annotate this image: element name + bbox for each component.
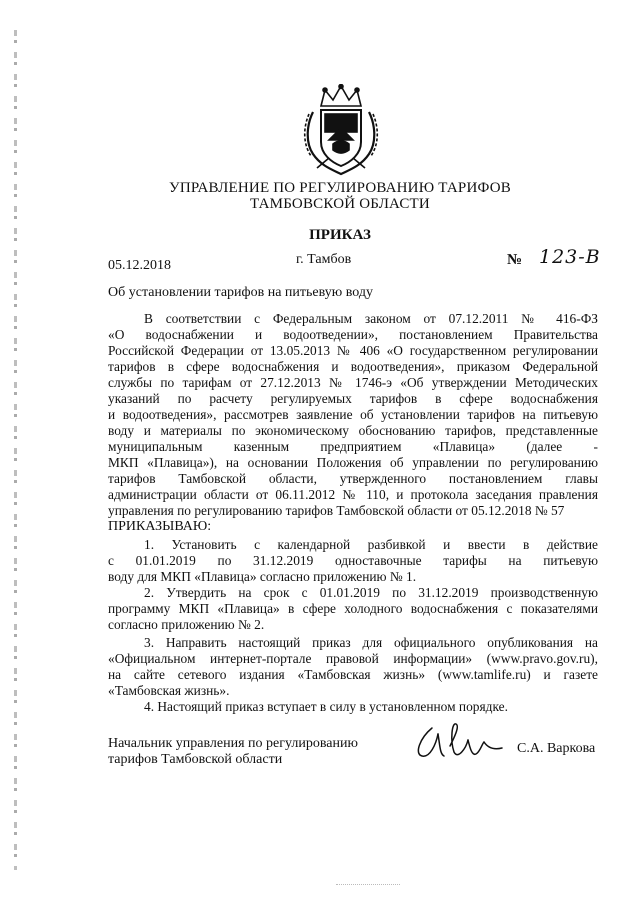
body-line: воду для МКП «Плавица» согласно приложению № 1. — [108, 569, 417, 584]
body-line: 1. Установить с календарной разбивкой и ввести в действие — [144, 537, 598, 552]
body-line: В соответствии с Федеральным законом от 07.12.2011 № 416-ФЗ — [144, 311, 598, 326]
signatory-title-line2: тарифов Тамбовской области — [108, 752, 283, 767]
order-keyword: ПРИКАЗЫВАЮ: — [108, 519, 212, 534]
body-line: управления по регулированию тарифов Тамбовской области от 05.12.2018 № 57 — [108, 503, 565, 518]
body-line: администрации области от 06.11.2012 № 110, и протокола заседания правления — [108, 487, 598, 502]
organization-name-line1: УПРАВЛЕНИЕ ПО РЕГУЛИРОВАНИЮ ТАРИФОВ — [169, 180, 511, 196]
body-line: 2. Утвердить на срок с 01.01.2019 по 31.12.2019 производственную — [144, 585, 598, 600]
body-line: 4. Настоящий приказ вступает в силу в установленном порядке. — [144, 699, 508, 714]
body-line: согласно приложению № 2. — [108, 617, 265, 632]
body-line: МКП «Плавица»), на основании Положения об управлении по регулированию — [108, 455, 598, 470]
scan-bottom-artifact — [336, 884, 400, 885]
body-line: программу МКП «Плавица» в сфере холодного водоснабжения с показателями — [108, 601, 598, 616]
body-line: муниципальным казенным предприятием «Плавица» (далее - — [108, 439, 598, 454]
body-line: «Официальном интернет-портале правовой информации» (www.pravo.gov.ru), — [108, 651, 598, 666]
document-subject: Об установлении тарифов на питьевую воду — [108, 285, 373, 300]
document-city: г. Тамбов — [296, 252, 352, 267]
document-type: ПРИКАЗ — [309, 227, 371, 243]
body-line: 3. Направить настоящий приказ для официального опубликования на — [144, 635, 598, 650]
body-line: тарифов Тамбовской области, утвержденного постановлением главы — [108, 471, 598, 486]
scan-edge-artifact — [14, 30, 17, 870]
body-line: с 01.01.2019 по 31.12.2019 одноставочные тарифы на питьевую — [108, 553, 598, 568]
body-line: указаний по расчету регулируемых тарифов в сфере водоснабжения — [108, 391, 598, 406]
body-line: воду и материалы по экономическому обоснованию тарифов, представленные — [108, 423, 598, 438]
document-number-handwritten: 123-В — [539, 246, 601, 268]
body-line: на сайте сетевого издания «Тамбовская жизнь» (www.tamlife.ru) и газете — [108, 667, 598, 682]
document-number-label: № — [507, 252, 523, 268]
body-line: Российской Федерации от 13.05.2013 № 406 «О государственном регулировании — [108, 343, 598, 358]
organization-name-line2: ТАМБОВСКОЙ ОБЛАСТИ — [250, 196, 430, 212]
body-line: «О водоснабжении и водоотведении», постановлением Правительства — [108, 327, 598, 342]
signatory-name: С.А. Варкова — [517, 741, 596, 756]
body-line: «Тамбовская жизнь». — [108, 683, 230, 698]
document-date: 05.12.2018 — [108, 258, 171, 273]
handwritten-signature — [410, 718, 506, 766]
body-line: службы по тарифам от 27.12.2013 № 1746-э «Об утверждении Методических — [108, 375, 598, 390]
body-line: тарифов в сфере водоснабжения и водоотведения», приказом Федеральной — [108, 359, 598, 374]
signatory-title-line1: Начальник управления по регулированию — [108, 736, 358, 751]
body-line: и водоотведения», рассмотрев заявление об установлении тарифов на питьевую — [108, 407, 598, 422]
coat-of-arms-icon — [299, 84, 383, 176]
